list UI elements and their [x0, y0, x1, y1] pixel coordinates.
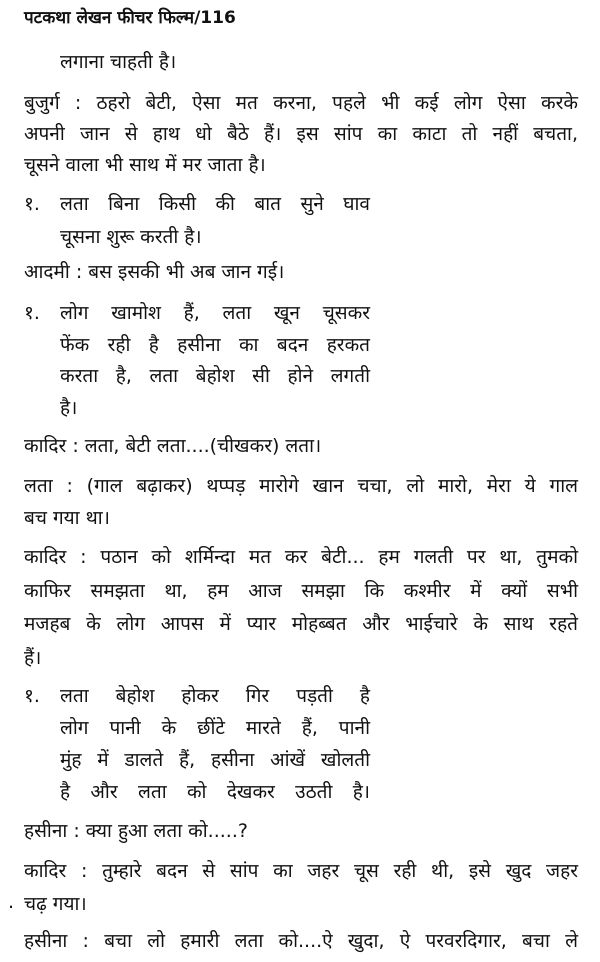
action-line: करता है, लता बेहोश सी होने लगती	[60, 365, 370, 387]
dialogue-bujurg-line: अपनी जान से हाथ धो बैठे हैं। इस सांप का काटा तो नहीं बचता,	[24, 123, 578, 145]
dialogue-kadir-line: काफिर समझता था, हम आज समझा कि कश्मीर में क्यों सभी	[24, 580, 578, 602]
action-line: लोग पानी के छींटे मारते हैं, पानी	[60, 717, 370, 739]
action-number: १.	[24, 685, 40, 707]
dialogue-kadir-line: हैं।	[24, 647, 42, 669]
dialogue-lata-line: लता : (गाल बढ़ाकर) थप्पड़ मारोगे खान चचा, लो मारो, मेरा ये गाल	[24, 475, 578, 497]
dialogue-aadmi-line: आदमी : बस इसकी भी अब जान गई।	[24, 261, 285, 283]
dialogue-kadir-line: कादिर : पठान को शर्मिन्दा मत कर बेटी... हम गलती पर था, तुमको	[24, 546, 578, 568]
scan-speck: .	[8, 891, 15, 913]
dialogue-lata-line: बच गया था।	[24, 507, 110, 529]
action-number: १.	[24, 193, 40, 215]
dialogue-kadir-line: कादिर : तुम्हारे बदन से सांप का जहर चूस रही थी, इसे खुद जहर	[24, 860, 578, 882]
action-line: है।	[60, 397, 78, 419]
dialogue-bujurg-line: बुजुर्ग : ठहरो बेटी, ऐसा मत करना, पहले भी कई लोग ऐसा करके	[24, 92, 578, 114]
action-line: फेंक रही है हसीना का बदन हरकत	[60, 334, 370, 356]
action-line: है और लता को देखकर उठती है।	[60, 781, 370, 803]
dialogue-hasina-line: हसीना : बचा लो हमारी लता को....ऐ खुदा, ऐ परवरदिगार, बचा ले	[24, 930, 578, 952]
page-header: पटकथा लेखन फीचर फिल्म/116	[24, 8, 236, 28]
action-number: १.	[24, 302, 40, 324]
continuation-line: लगाना चाहती है।	[60, 51, 177, 73]
action-line: लता बेहोश होकर गिर पड़ती है	[60, 685, 370, 707]
dialogue-kadir-line: चढ़ गया।	[24, 893, 87, 915]
action-line: मुंह में डालते हैं, हसीना आंखें खोलती	[60, 749, 370, 771]
dialogue-bujurg-line: चूसने वाला भी साथ में मर जाता है।	[24, 154, 266, 176]
action-line: लता बिना किसी की बात सुने घाव	[60, 193, 370, 215]
dialogue-kadir-line: कादिर : लता, बेटी लता....(चीखकर) लता।	[24, 435, 322, 457]
dialogue-hasina-line: हसीना : क्या हुआ लता को.....?	[24, 820, 248, 842]
action-line: लोग खामोश हैं, लता खून चूसकर	[60, 302, 370, 324]
action-line: चूसना शुरू करती है।	[60, 226, 202, 248]
dialogue-kadir-line: मजहब के लोग आपस में प्यार मोहब्बत और भाईचारे के साथ रहते	[24, 613, 578, 635]
